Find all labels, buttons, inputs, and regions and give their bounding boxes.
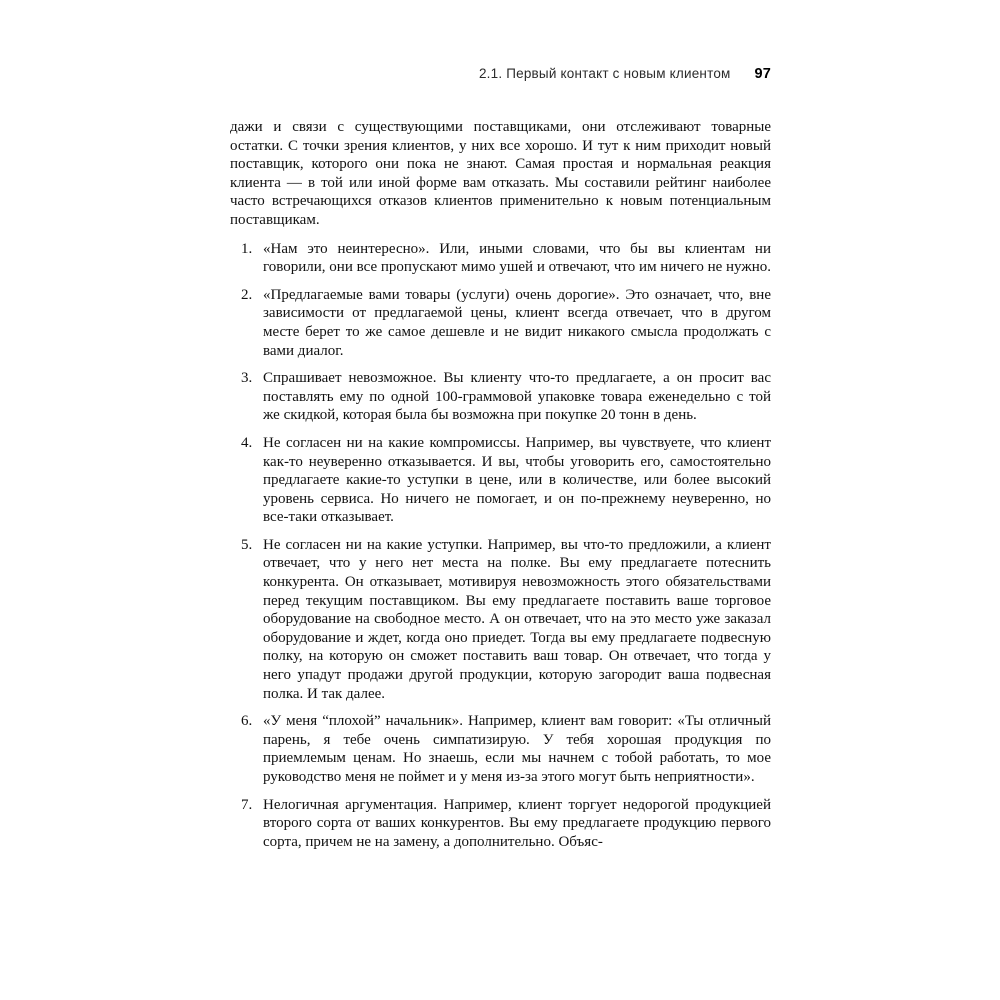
list-item xyxy=(230,712,771,786)
list-item-text: «Предлагаемые вами товары (услуги) очень дорогие». Это означает, что, вне зависимости от предлагаемой цены, клиент всегда отвечает, что в другом месте берет то же самое дешевле и не видит никакого смысла продолжать с вами диалог. xyxy=(263,286,771,359)
list-item xyxy=(230,286,771,360)
list-item xyxy=(230,369,771,425)
list-item xyxy=(230,536,771,703)
list-item-text: Спрашивает невозможное. Вы клиенту что-то предлагаете, а он просит вас поставлять ему по одной 100-граммовой упаковке товара еженедельно с той же скидкой, которая была бы возможна при покупке 20 тонн в день. xyxy=(263,370,771,424)
section-title: 2.1. Первый контакт с новым клиентом xyxy=(478,66,731,81)
list-item-number: 2. xyxy=(241,286,253,303)
list-item-number: 6. xyxy=(241,713,253,730)
list-item-number: 3. xyxy=(241,370,253,387)
list-item xyxy=(230,240,771,277)
list-item-text: Не согласен ни на какие компромиссы. Например, вы чувствуете, что клиент как-то неуверенно отказывается. И вы, чтобы уговорить его, самостоятельно предлагаете какие-то уступки в цене, или в количестве, или более высокий уровень сервиса. Но ничего не помогает, и он по-прежнему неуверенно, но все-таки отказывает. xyxy=(263,434,771,526)
page-number: 97 xyxy=(754,66,771,82)
list-item-number: 1. xyxy=(241,240,253,257)
page-header xyxy=(230,66,771,82)
list-item-number: 5. xyxy=(241,536,253,553)
page-content xyxy=(230,118,771,851)
list-item-text: Нелогичная аргументация. Например, клиент торгует недорогой продукцией второго сорта от ваших конкурентов. Вы ему предлагаете продукцию первого сорта, причем не на замену, а дополнительно. Объяс- xyxy=(263,796,771,850)
objection-list xyxy=(230,240,771,852)
list-item xyxy=(230,434,771,527)
list-item-number: 7. xyxy=(241,796,253,813)
list-item-text: «Нам это неинтересно». Или, иными словами, что бы вы клиентам ни говорили, они все пропускают мимо ушей и отвечают, что им ничего не нужно. xyxy=(263,240,772,276)
intro-paragraph: дажи и связи с существующими поставщиками, они отслеживают товарные остатки. С точки зрения клиентов, у них все хорошо. И тут к ним приходит новый поставщик, которого они пока не знают. Самая простая и нормальная реакция клиента — в той или иной форме вам отказать. Мы составили рейтинг наиболее часто встречающихся отказов клиентов применительно к новым потенциальным поставщикам. xyxy=(230,119,771,228)
list-item xyxy=(230,796,771,852)
list-item-text: «У меня “плохой” начальник». Например, клиент вам говорит: «Ты отличный парень, я тебе очень симпатизирую. У тебя хорошая продукция по приемлемым ценам. Но знаешь, если мы начнем с тобой работать, то мое руководство меня не поймет и у меня из-за этого могут быть неприятности». xyxy=(263,713,771,785)
list-item-text: Не согласен ни на какие уступки. Например, вы что-то предложили, а клиент отвечает, что у него нет места на полке. Вы ему предлагаете потеснить конкурента. Он отказывает, мотивируя невозможность этого обязательствами перед текущим поставщиком. Вы ему предлагаете поставить ваше торговое оборудование на свободное место. А он отвечает, что на это место уже заказал оборудование и ждет, когда оно приедет. Тогда вы ему предлагаете подвесную полку, на которую он сможет поставить ваш товар. Он отвечает, что тогда у него упадут продажи другой продукции, которую загородит ваша подвесная полка. И так далее. xyxy=(263,536,771,702)
list-item-number: 4. xyxy=(241,434,253,451)
